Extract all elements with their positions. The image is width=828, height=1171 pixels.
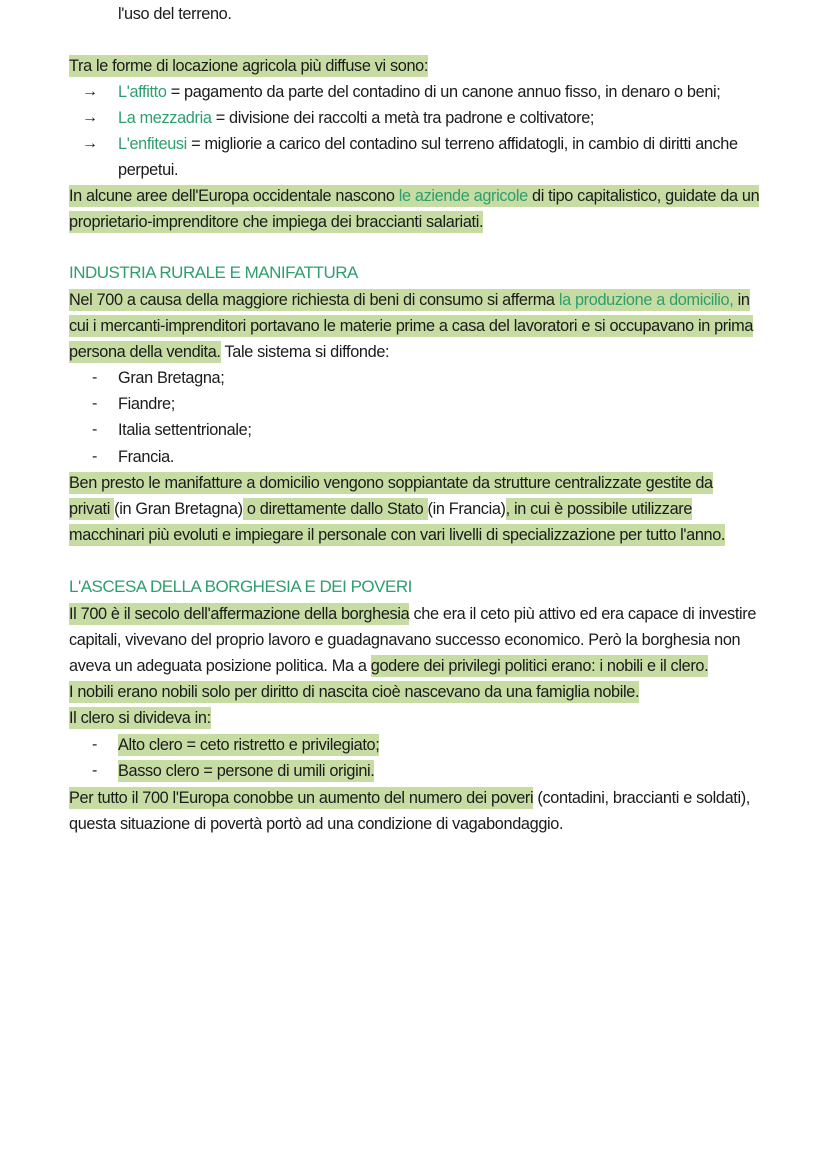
paragraph-line <box>69 785 750 811</box>
highlighted-text: , in cui è possibile utilizzare <box>505 500 693 518</box>
list-item <box>118 732 379 758</box>
highlighted-text: in <box>733 291 750 309</box>
dash-bullet: - <box>92 369 98 386</box>
key-term: L'enfiteusi <box>118 135 187 153</box>
highlighted-text: persona della vendita. <box>69 343 221 361</box>
highlighted-text: macchinari più evoluti e impiegare il personale con vari livelli di specializzazione per tutto l'anno. <box>69 526 726 544</box>
highlighted-text: di tipo capitalistico, guidate da un <box>527 187 760 205</box>
text-segment: = migliorie a carico del contadino sul terreno affidatogli, in cambio di diritti anche <box>186 135 738 153</box>
paragraph-line <box>69 470 713 496</box>
section-heading <box>69 574 412 600</box>
dash-bullet: - <box>92 762 98 779</box>
paragraph-line <box>69 209 483 235</box>
highlighted-text: I nobili erano nobili solo per diritto di nascita cioè nascevano da una famiglia nobile. <box>69 683 640 701</box>
text-segment: Tale sistema si diffonde: <box>220 343 390 361</box>
dash-bullet: - <box>92 395 98 412</box>
text-segment: Francia. <box>118 448 175 466</box>
text-segment: aveva un adeguata posizione politica. Ma a <box>69 657 371 675</box>
text-segment: l'uso del terreno. <box>118 5 232 23</box>
dash-bullet: - <box>92 421 98 438</box>
paragraph-line <box>69 522 725 548</box>
text-segment: capitali, vivevano del proprio lavoro e guadagnavano successo economico. Però la borghesia non <box>69 631 741 649</box>
list-item <box>118 417 252 443</box>
section-heading <box>69 260 358 286</box>
arrow-bullet-icon: → <box>82 83 98 100</box>
text-segment: = divisione dei raccolti a metà tra padrone e coltivatore; <box>211 109 595 127</box>
text-segment: INDUSTRIA RURALE E MANIFATTURA <box>69 263 358 282</box>
key-term: la produzione a domicilio, <box>558 291 734 309</box>
arrow-bullet-icon: → <box>82 109 98 126</box>
paragraph-line <box>69 627 740 653</box>
dash-bullet: - <box>92 448 98 465</box>
highlighted-text: Alto clero = ceto ristretto e privilegiato; <box>118 736 380 754</box>
highlighted-text: cui i mercanti-imprenditori portavano le materie prime a casa del lavoratori e si occupavano in prima <box>69 317 754 335</box>
highlighted-text: godere dei privilegi politici erano: i nobili e il clero. <box>370 657 709 675</box>
list-item <box>118 105 594 131</box>
text-segment: perpetui. <box>118 161 179 179</box>
list-item <box>118 131 738 157</box>
paragraph-line <box>69 811 563 837</box>
highlighted-text: Ben presto le manifatture a domicilio vengono soppiantate da strutture centralizzate gestite da <box>69 474 713 492</box>
paragraph-line <box>69 601 756 627</box>
list-item <box>118 444 174 470</box>
highlighted-text: Nel 700 a causa della maggiore richiesta di beni di consumo si afferma <box>69 291 559 309</box>
text-segment: Gran Bretagna; <box>118 369 225 387</box>
text-segment: che era il ceto più attivo ed era capace di investire <box>409 605 757 623</box>
list-item <box>118 391 175 417</box>
list-item <box>118 365 224 391</box>
paragraph-line <box>118 1 232 27</box>
paragraph-line <box>69 496 692 522</box>
highlighted-text: In alcune aree dell'Europa occidentale nascono <box>69 187 399 205</box>
dash-bullet: - <box>92 736 98 753</box>
paragraph-line <box>118 157 178 183</box>
list-item <box>118 758 374 784</box>
highlighted-text: o direttamente dallo Stato <box>242 500 428 518</box>
text-segment: Italia settentrionale; <box>118 421 252 439</box>
text-segment: = pagamento da parte del contadino di un canone annuo fisso, in denaro o beni; <box>166 83 721 101</box>
highlighted-text: proprietario-imprenditore che impiega dei braccianti salariati. <box>69 213 484 231</box>
key-term: le aziende agricole <box>398 187 528 205</box>
paragraph-line <box>69 705 211 731</box>
text-segment: questa situazione di povertà portò ad una condizione di vagabondaggio. <box>69 815 564 833</box>
paragraph-line <box>69 53 428 79</box>
highlighted-text: Il 700 è il secolo dell'affermazione della borghesia <box>69 605 410 623</box>
highlighted-text: Tra le forme di locazione agricola più diffuse vi sono: <box>69 57 429 75</box>
text-segment: (in Gran Bretagna) <box>114 500 243 518</box>
paragraph-line <box>69 287 750 313</box>
text-segment: L'ASCESA DELLA BORGHESIA E DEI POVERI <box>69 577 412 596</box>
highlighted-text: privati <box>69 500 115 518</box>
arrow-bullet-icon: → <box>82 135 98 152</box>
highlighted-text: Basso clero = persone di umili origini. <box>118 762 375 780</box>
paragraph-line <box>69 679 639 705</box>
paragraph-line <box>69 653 708 679</box>
key-term: L'affitto <box>118 83 167 101</box>
paragraph-line <box>69 339 389 365</box>
key-term: La mezzadria <box>118 109 212 127</box>
text-segment: (contadini, braccianti e soldati), <box>533 789 750 807</box>
text-segment: (in Francia) <box>427 500 506 518</box>
highlighted-text: Per tutto il 700 l'Europa conobbe un aumento del numero dei poveri <box>69 789 534 807</box>
highlighted-text: Il clero si divideva in: <box>69 709 211 727</box>
text-segment: Fiandre; <box>118 395 175 413</box>
paragraph-line <box>69 183 759 209</box>
list-item <box>118 79 720 105</box>
paragraph-line <box>69 313 753 339</box>
